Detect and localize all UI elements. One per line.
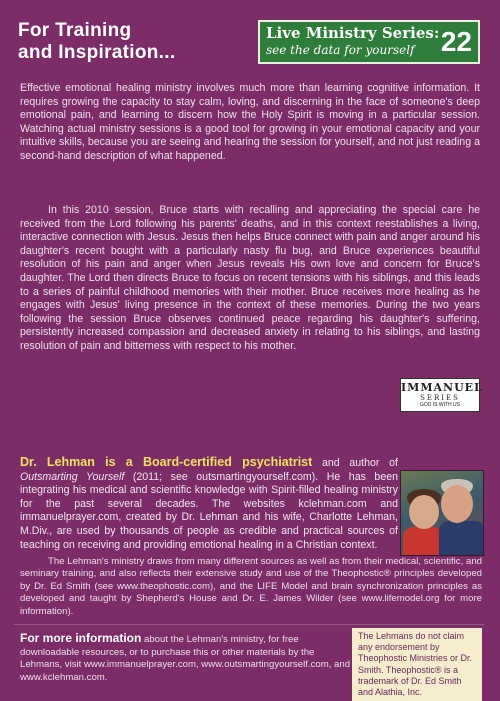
heading-line-1: For Training [18,20,132,41]
more-info-text: about the Lehman's ministry, for free downloadable resources, or to purchase this or other materials by the Lehmans, visit www.immanuelprayer.com, www.outsmartingyourself.com, and www.kclehman.com. [20,634,351,683]
more-info-paragraph [20,632,352,684]
section-divider [14,624,484,625]
photo-face-left [409,495,439,529]
series-number: 22 [440,26,472,57]
sources-text: The Lehman's ministry draws from many different sources as well as from their medical, scientific, and seminary training, and also reflects their extensive study and use of the Theophostic® principles developed by Dr. Ed Smith (see www.theophostic.com), and the LIFE Model and brain synchronization principles as developed and taught by Shepherd's House and Dr. E. James Wilder (see www.lifemodel.org for more information). [20,556,482,617]
series-title: Live Ministry Series: [266,24,440,42]
immanuel-series-logo [400,378,483,412]
series-badge [258,20,480,64]
session-story-text: In this 2010 session, Bruce starts with recalling and appreciating the special care he received from the Lord following his parents' deaths, and in this context reestablishes a living, interactive connection with Jesus. Jesus then helps Bruce connect with pain and anger around his daughter's recent bought with a particularly nasty flu bug, and Bruce experiences beautiful resolution of his pain and anger when Jesus reveals His own love and concern for Bruce's daughter. The Lord then directs Bruce to focus on recent tensions with his siblings, and this leads to a series of painful childhood memories with their mother. Bruce receives more healing as he engages with Jesus' living presence in the context of these memories. During the two years following the session Bruce observes continued peace regarding his daughter's suffering, persistently increased compassion and decreased anxiety in relating to his siblings, and lasting resolution of pain and bitterness with respect to his mother. [20,204,480,352]
sources-paragraph [20,556,482,618]
bio-rest: He has been integrating his medical and scientific knowledge with Spirit-filled healing ministry for the past several decades. The websites kclehman.com and immanuelprayer.com, created by Dr. Lehman and his wife, Charlotte Lehman, M.Div., are used by thousands of people as credible and practical sources of teaching on receiving and providing emotional healing in a Christian context. [20,470,398,551]
photo-face-right [441,485,473,523]
logo-top-text: IMMANUEL [401,381,483,394]
series-subtitle: see the data for yourself [266,43,415,57]
bio-book-title: Outsmarting Yourself [20,470,125,483]
couple-photo [400,470,484,556]
bio-and: and author of [312,457,398,469]
more-info-highlight: For more information [20,631,142,645]
photo-shirt-left [403,527,443,556]
logo-bottom-text: GOD IS WITH US [420,402,460,408]
page-heading [18,20,175,64]
author-bio [20,456,398,552]
photo-shirt-right [439,521,484,556]
disclaimer-box: The Lehmans do not claim any endorsement by Theophostic Ministries or Dr. Smith. Theophostic® is a trademark of Dr. Ed Smith and Alathia, Inc. [352,628,482,701]
intro-paragraph: Effective emotional healing ministry involves much more than learning cognitive information. It requires growing the capacity to stay calm, loving, and discerning in the face of someone's deep emotional pain, and learning to discern how the Holy Spirit is moving in a particular session. Watching actual ministry sessions is a good tool for growing in your emotional capacity and your intuitive skills, because you are seeing and hearing the session for yourself, and not just reading a second-hand description of what happened. [20,82,480,162]
bio-highlight: Dr. Lehman is a Board-certified psychiatrist [20,455,313,469]
logo-middle-text: SERIES [420,394,460,402]
heading-line-2: and Inspiration... [18,42,176,63]
session-story-paragraph [20,204,480,354]
bio-paren: (2011; see outsmartingyourself.com). [124,470,319,483]
